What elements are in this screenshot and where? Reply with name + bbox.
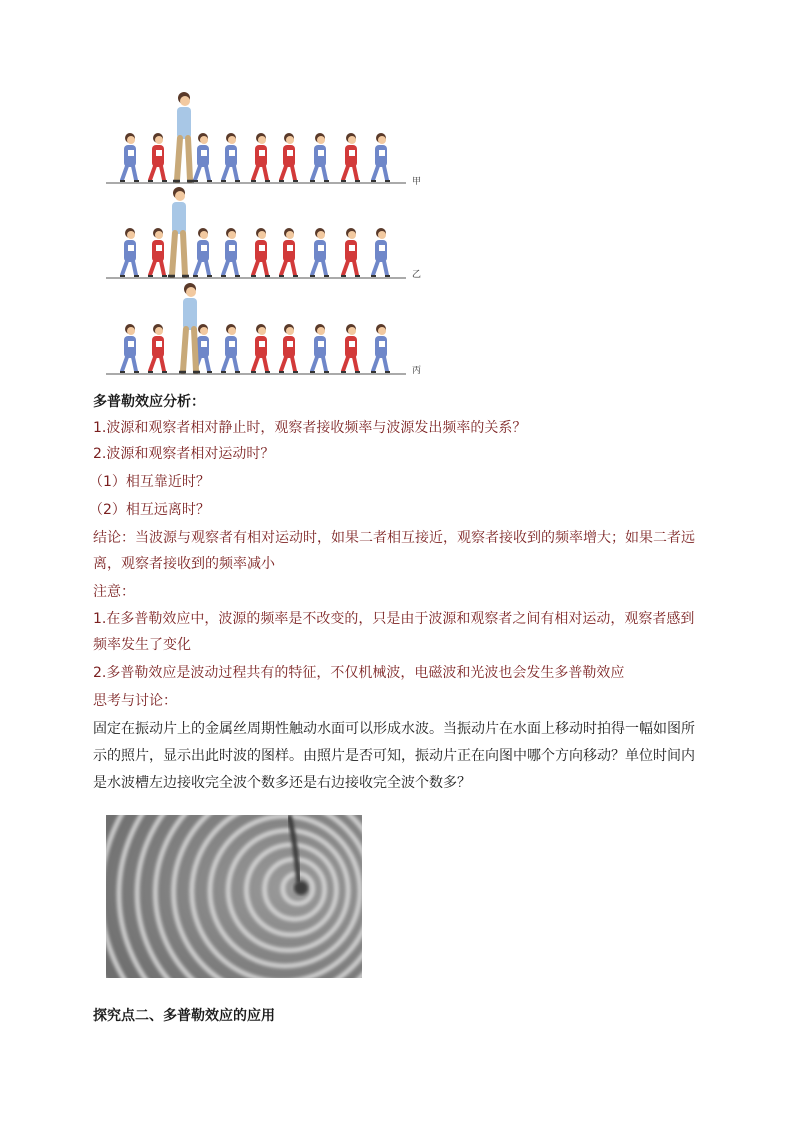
child-figure xyxy=(371,324,390,372)
child-figure xyxy=(251,133,270,181)
discussion-title: 思考与讨论： xyxy=(93,693,177,709)
child-figure xyxy=(148,228,167,276)
question-2a: （1）相互靠近时？ xyxy=(89,474,210,490)
child-figure xyxy=(251,228,270,276)
child-figure xyxy=(310,133,329,181)
child-figure xyxy=(221,324,240,372)
figure-label-yi: 乙 xyxy=(412,270,422,280)
child-figure xyxy=(120,228,139,276)
adult-observer-figure xyxy=(168,187,189,276)
child-figure xyxy=(193,228,212,276)
child-figure xyxy=(279,324,298,372)
adult-observer-figure xyxy=(173,92,194,181)
discussion-line-1: 固定在振动片上的金属丝周期性触动水面可以形成水波。当振动片在水面上移动时拍得一幅如图所 xyxy=(93,721,695,737)
figure-label-jia: 甲 xyxy=(412,177,422,187)
child-figure xyxy=(310,228,329,276)
child-figure xyxy=(310,324,329,372)
section-rest: 、多普勒效应的应用 xyxy=(149,1008,275,1024)
child-figure xyxy=(148,324,167,372)
child-figure xyxy=(341,324,360,372)
marching-children-row xyxy=(106,185,406,280)
child-figure xyxy=(148,133,167,181)
discussion-line-2: 示的照片，显示出此时波的图样。由照片是否可知，振动片正在向图中哪个方向移动？单位时间内 xyxy=(93,748,695,764)
section-heading xyxy=(93,1003,275,1029)
child-figure xyxy=(341,228,360,276)
note-1-line-2: 频率发生了变化 xyxy=(93,637,191,653)
water-wave-photo xyxy=(106,815,362,978)
child-figure xyxy=(341,133,360,181)
child-figure xyxy=(120,133,139,181)
question-2b: （2）相互远离时？ xyxy=(89,502,210,518)
figure-row-jia xyxy=(106,90,406,185)
child-figure xyxy=(120,324,139,372)
note-1-line-1: 1.在多普勒效应中，波源的频率是不改变的，只是由于波源和观察者之间有相对运动，观察者感到 xyxy=(93,611,695,627)
child-figure xyxy=(371,133,390,181)
child-figure xyxy=(193,133,212,181)
figure-label-bing: 丙 xyxy=(412,366,422,376)
section-prefix: 探究点二 xyxy=(93,1008,149,1024)
question-2: 2.波源和观察者相对运动时？ xyxy=(93,446,275,462)
note-2: 2.多普勒效应是波动过程共有的特征，不仅机械波，电磁波和光波也会发生多普勒效应 xyxy=(93,665,625,681)
question-1: 1.波源和观察者相对静止时，观察者接收频率与波源发出频率的关系？ xyxy=(93,420,527,436)
note-title: 注意： xyxy=(93,584,135,600)
child-figure xyxy=(251,324,270,372)
analysis-heading: 多普勒效应分析： xyxy=(93,394,205,410)
child-figure xyxy=(279,228,298,276)
child-figure xyxy=(371,228,390,276)
conclusion-line-1: 结论：当波源与观察者有相对运动时，如果二者相互接近，观察者接收到的频率增大；如果二者远 xyxy=(93,530,695,546)
conclusion-line-2: 离，观察者接收到的频率减小 xyxy=(93,556,275,572)
child-figure xyxy=(279,133,298,181)
marching-children-row xyxy=(106,90,406,185)
marching-children-row xyxy=(106,281,406,376)
adult-observer-figure xyxy=(179,283,200,372)
child-figure xyxy=(221,228,240,276)
figure-row-bing xyxy=(106,281,406,376)
child-figure xyxy=(221,133,240,181)
figure-row-yi xyxy=(106,185,406,280)
discussion-line-3: 是水波槽左边接收完全波个数多还是右边接收完全波个数多？ xyxy=(93,775,471,791)
